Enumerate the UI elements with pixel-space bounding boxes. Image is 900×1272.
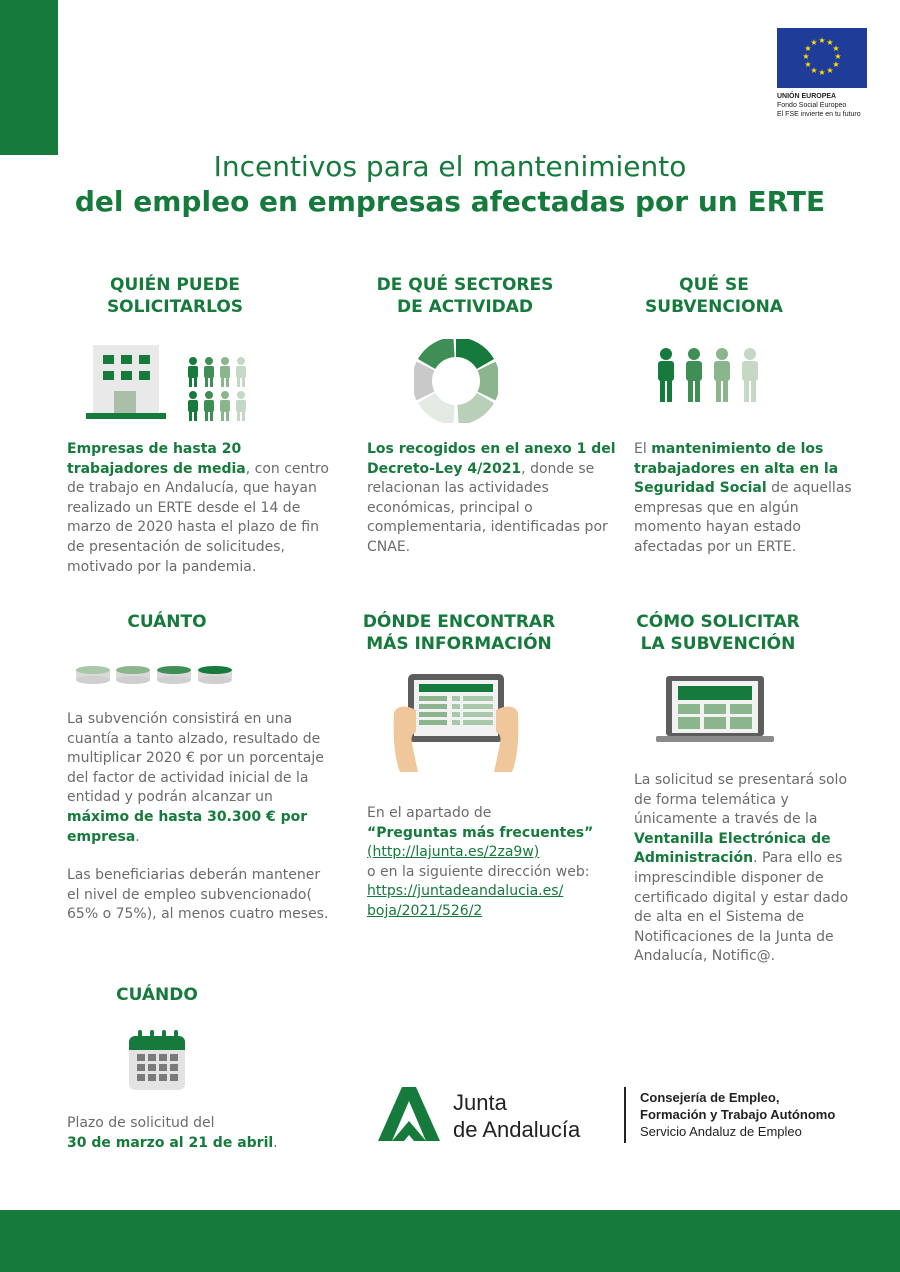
cuanto-body-2: . <box>135 828 140 845</box>
cuanto-bold: máximo de hasta 30.300 € por empresa <box>67 808 308 845</box>
laptop-icon <box>656 676 776 750</box>
como-body-2: . Para ello es imprescindible disponer de certificado digital y estar dado de alta en el Sistema de Notificaciones de la Junta de Andalucía, Notific@. <box>634 850 849 965</box>
cuando-heading-line-1: CUÁNDO <box>116 985 198 1005</box>
quien-heading-line-2: SOLICITARLOS <box>106 297 244 317</box>
workers-group-icon <box>652 345 764 409</box>
sectores-heading-line-1: DE QUÉ SECTORES <box>376 275 554 295</box>
subvenciona-heading-line-1: QUÉ SE <box>679 275 749 295</box>
cuando-text <box>67 1114 337 1153</box>
cuando-body-1: Plazo de solicitud del <box>67 1115 215 1131</box>
eu-label: UNIÓN EUROPEA <box>777 93 837 100</box>
como-body-1: La solicitud se presentará solo de forma telemática y únicamente a través de la <box>634 772 848 828</box>
tablet-hands-icon <box>390 672 522 778</box>
donde-body-1: En el apartado de <box>367 805 492 821</box>
quien-text <box>67 440 337 577</box>
como-heading-line-1: CÓMO SOLICITAR <box>636 612 800 632</box>
subvenciona-body-1: El <box>634 441 652 457</box>
como-text <box>634 771 859 967</box>
quien-body: , con centro de trabajo en Andalucía, que hayan realizado un ERTE desde el 14 de marzo de 2020 hasta el plazo de fin de presentación de solicitudes, motivado por la pandemia. <box>67 460 329 575</box>
subvenciona-heading <box>594 274 834 318</box>
svg-text:★: ★ <box>804 60 812 69</box>
cuanto-heading-line-1: CUÁNTO <box>127 612 207 632</box>
boja-link[interactable] <box>367 882 607 921</box>
svg-text:★: ★ <box>818 68 826 77</box>
como-heading-line-2: LA SUBVENCIÓN <box>640 634 796 654</box>
cuando-bold: 30 de marzo al 21 de abril <box>67 1134 274 1151</box>
junta-a-icon <box>378 1085 440 1143</box>
junta-divider <box>624 1087 626 1143</box>
quien-heading-line-1: QUIÉN PUEDE <box>110 275 240 295</box>
faq-link[interactable]: (http://lajunta.es/2za9w) <box>367 844 540 861</box>
sectores-heading <box>345 274 585 318</box>
green-corner-block <box>0 0 58 155</box>
donde-bold: “Preguntas más frecuentes” <box>367 824 594 841</box>
boja-link-line-1[interactable]: https://juntadeandalucia.es/ <box>367 883 564 900</box>
subvenciona-heading-line-2: SUBVENCIONA <box>645 297 783 317</box>
coins-icon <box>76 664 236 690</box>
svg-text:★: ★ <box>804 44 812 53</box>
calendar-icon <box>128 1030 188 1096</box>
donde-body-2: o en la siguiente dirección web: <box>367 863 590 880</box>
title-line-2: del empleo en empresas afectadas por un ERTE <box>74 185 826 218</box>
cuanto-heading <box>47 611 287 633</box>
dept-line-3: Servicio Andaluz de Empleo <box>640 1124 802 1139</box>
svg-text:★: ★ <box>832 44 840 53</box>
eu-fund: Fondo Social Europeo <box>777 102 847 109</box>
cuando-body-2: . <box>273 1134 278 1151</box>
subvenciona-bold: mantenimiento de los trabajadores en alta en la Seguridad Social <box>634 441 839 497</box>
quien-heading <box>55 274 295 318</box>
junta-name-line-2: de Andalucía <box>453 1117 581 1142</box>
donut-sectors-icon <box>414 339 498 427</box>
donde-text <box>367 804 607 922</box>
dept-line-2: Formación y Trabajo Autónomo <box>640 1107 836 1122</box>
cuanto-body-1: La subvención consistirá en una cuantía a tanto alzado, resultado de multiplicar 2020 € por un porcentaje del factor de actividad inicial de la entidad y podrán alcanzar un <box>67 711 324 806</box>
cuando-heading <box>37 984 277 1006</box>
eu-logo <box>777 28 872 119</box>
sectores-body: , donde se relacionan las actividades económicas, principal o complementaria, identificadas por CNAE. <box>367 460 608 555</box>
building-workers-icon <box>86 343 256 427</box>
svg-text:★: ★ <box>826 66 834 75</box>
subvenciona-text <box>634 440 854 558</box>
bottom-green-bar <box>0 1210 900 1272</box>
junta-name-line-1: Junta <box>453 1090 507 1115</box>
svg-text:★: ★ <box>802 52 810 61</box>
page-title <box>0 150 900 220</box>
cuanto-text <box>67 710 337 925</box>
donde-heading-line-1: DÓNDE ENCONTRAR <box>362 612 556 632</box>
title-line-1: Incentivos para el mantenimiento <box>213 150 687 183</box>
quien-bold: Empresas de hasta 20 trabajadores de media <box>67 441 246 477</box>
donde-heading <box>339 611 579 655</box>
svg-text:★: ★ <box>818 36 826 45</box>
svg-text:★: ★ <box>832 60 840 69</box>
eu-flag-icon <box>777 28 867 88</box>
sectores-text <box>367 440 637 558</box>
dept-line-1: Consejería de Empleo, <box>640 1090 780 1105</box>
svg-text:★: ★ <box>834 52 842 61</box>
sectores-heading-line-2: DE ACTIVIDAD <box>396 297 534 317</box>
svg-text:★: ★ <box>810 66 818 75</box>
subvenciona-body-2: de aquellas empresas que en algún momento hayan estado afectadas por un ERTE. <box>634 480 852 555</box>
como-bold: Ventanilla Electrónica de Administración <box>634 830 831 867</box>
eu-slogan: El FSE invierte en tu futuro <box>777 111 861 118</box>
cuanto-body-3: Las beneficiarias deberán mantener el nivel de empleo subvencionado( 65% o 75%), al menos cuatro meses. <box>67 867 329 923</box>
donde-heading-line-2: MÁS INFORMACIÓN <box>366 634 552 654</box>
junta-andalucia-logo <box>378 1085 858 1155</box>
boja-link-line-2[interactable]: boja/2021/526/2 <box>367 902 483 919</box>
sectores-bold: Los recogidos en el anexo 1 del Decreto-Ley 4/2021 <box>367 441 616 477</box>
svg-text:★: ★ <box>826 38 834 47</box>
como-heading <box>598 611 838 655</box>
svg-text:★: ★ <box>810 38 818 47</box>
